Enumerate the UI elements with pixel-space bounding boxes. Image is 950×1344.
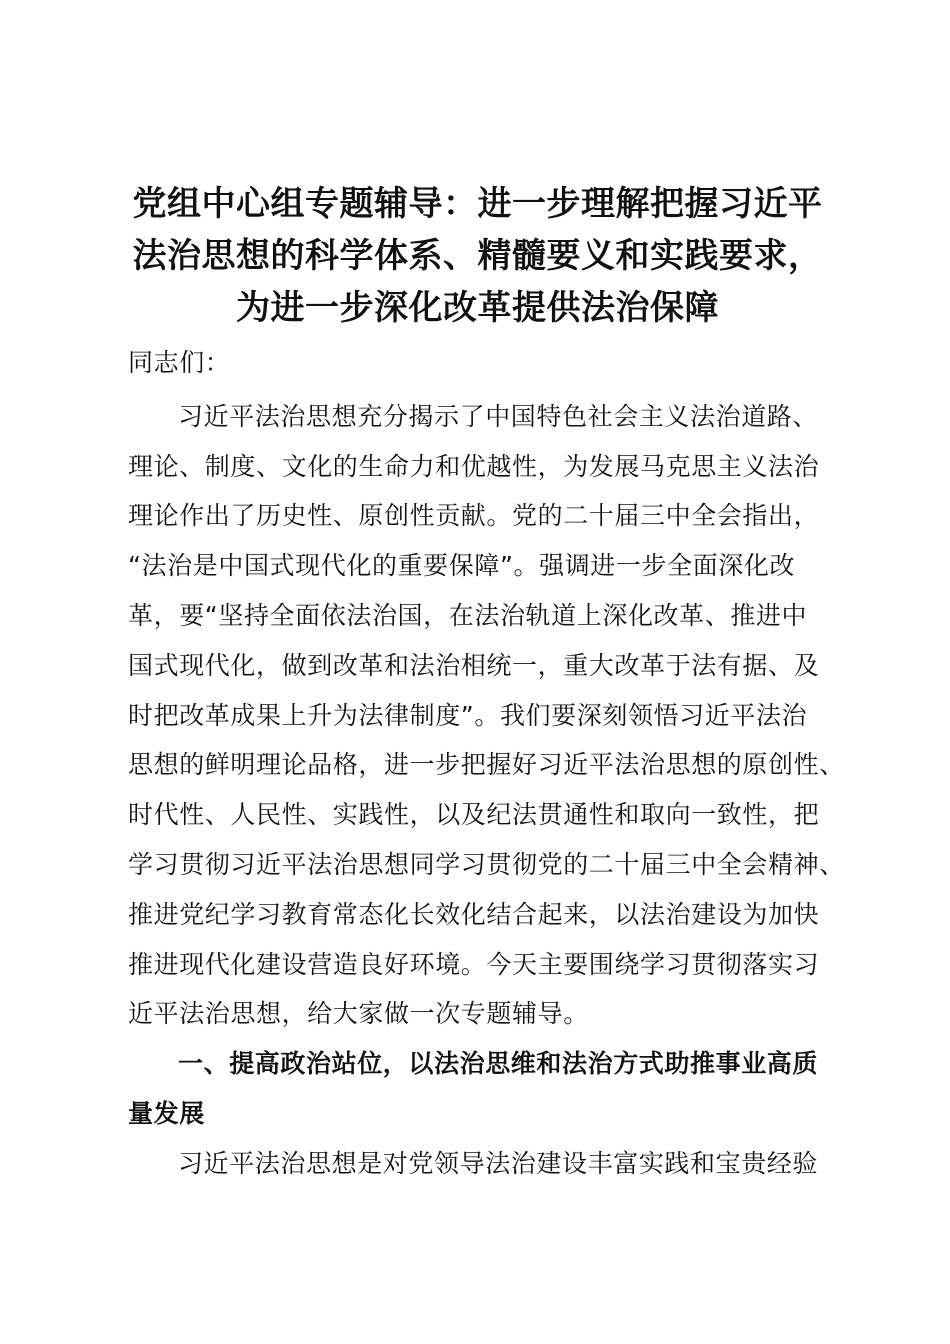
paragraph-line: 推进党纪学习教育常态化长效化结合起来，以法治建设为加快 <box>128 899 820 929</box>
paragraph-line: 理论作出了历史性、原创性贡献。党的二十届三中全会指出， <box>128 501 820 531</box>
paragraph-line: 革，要“坚持全面依法治国，在法治轨道上深化改革、推进中 <box>128 600 808 630</box>
section-heading-line: 一、提高政治站位，以法治思维和法治方式助推事业高质 <box>178 1049 819 1079</box>
title-line-2: 法治思想的科学体系、精髓要义和实践要求， <box>132 236 823 276</box>
paragraph-line: 理论、制度、文化的生命力和优越性，为发展马克思主义法治 <box>128 451 820 481</box>
paragraph-line: 习近平法治思想充分揭示了中国特色社会主义法治道路、 <box>178 401 819 431</box>
paragraph-line: 国式现代化，做到改革和法治相统一，重大改革于法有据、及 <box>128 650 820 680</box>
paragraph-line: 思想的鲜明理论品格，进一步把握好习近平法治思想的原创性、 <box>128 750 845 780</box>
paragraph-intro <box>128 392 848 1039</box>
paragraph-line: 时把改革成果上升为法律制度”。我们要深刻领悟习近平法治 <box>128 700 808 730</box>
section-heading-1 <box>128 1039 848 1139</box>
paragraph-line: 近平法治思想，给大家做一次专题辅导。 <box>128 999 589 1029</box>
paragraph-line: 推进现代化建设营造良好环境。今天主要围绕学习贯彻落实习 <box>128 949 820 979</box>
section-heading-line: 量发展 <box>128 1098 205 1128</box>
document-body <box>128 338 848 1189</box>
paragraph-line: 时代性、人民性、实践性，以及纪法贯通性和取向一致性，把 <box>128 800 820 830</box>
salutation: 同志们： <box>128 348 231 377</box>
document-title <box>110 178 845 334</box>
paragraph-section-1 <box>128 1139 848 1189</box>
paragraph-line: 习近平法治思想是对党领导法治建设丰富实践和宝贵经验 <box>178 1148 819 1178</box>
title-line-3: 为进一步深化改革提供法治保障 <box>236 288 719 328</box>
paragraph-line: “法治是中国式现代化的重要保障”。强调进一步全面深化改 <box>128 551 796 581</box>
paragraph-line: 学习贯彻习近平法治思想同学习贯彻党的二十届三中全会精神、 <box>128 849 845 879</box>
title-line-1: 党组中心组专题辅导：进一步理解把握习近平 <box>132 184 823 224</box>
